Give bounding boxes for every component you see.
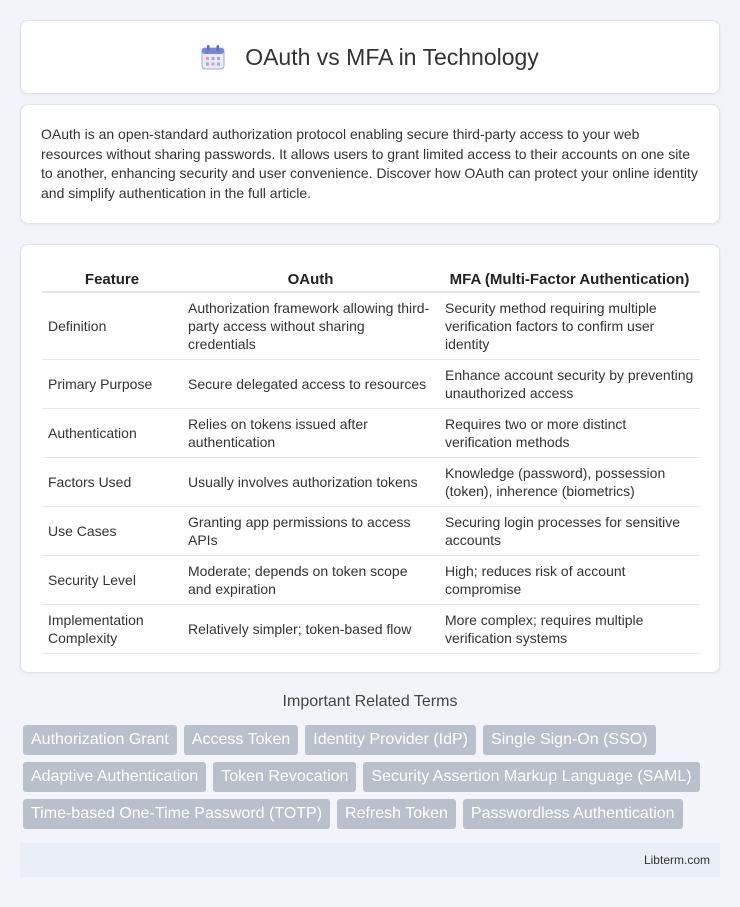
table-cell: Requires two or more distinct verification methods [439, 409, 700, 458]
table-row [42, 605, 700, 654]
table-cell: Use Cases [42, 507, 182, 556]
table-cell: Secure delegated access to resources [182, 360, 439, 409]
footer [20, 843, 720, 877]
calendar-icon [201, 44, 225, 70]
intro-text: OAuth is an open-standard authorization protocol enabling secure third-party access to your web resources without sharing passwords. It allows users to grant limited access to their accounts on one site to another, enhancing security and user convenience. Discover how OAuth can protect your online identity and simplify authentication in the full article. [41, 126, 698, 201]
tag-row [23, 725, 723, 755]
table-header-row [42, 265, 700, 292]
page-title: OAuth vs MFA in Technology [245, 43, 539, 70]
table-row [42, 556, 700, 605]
comparison-table [42, 265, 700, 654]
table-cell: Security Level [42, 556, 182, 605]
column-header-oauth: OAuth [182, 265, 439, 292]
related-term-tag[interactable]: Single Sign-On (SSO) [483, 725, 656, 755]
page-header [20, 20, 720, 94]
related-term-tag[interactable]: Security Assertion Markup Language (SAML) [363, 762, 699, 792]
table-cell: Implementation Complexity [42, 605, 182, 654]
table-row [42, 360, 700, 409]
table-cell: Granting app permissions to access APIs [182, 507, 439, 556]
table-cell: Definition [42, 292, 182, 360]
table-cell: Usually involves authorization tokens [182, 458, 439, 507]
table-row [42, 458, 700, 507]
table-cell: Security method requiring multiple verification factors to confirm user identity [439, 292, 700, 360]
related-term-tag[interactable]: Time-based One-Time Password (TOTP) [23, 799, 330, 829]
related-term-tag[interactable]: Adaptive Authentication [23, 762, 206, 792]
table-row [42, 507, 700, 556]
table-cell: Knowledge (password), possession (token), inherence (biometrics) [439, 458, 700, 507]
related-term-tag[interactable]: Passwordless Authentication [463, 799, 683, 829]
footer-link[interactable]: Libterm.com [643, 853, 710, 867]
table-cell: Securing login processes for sensitive accounts [439, 507, 700, 556]
comparison-card [20, 244, 720, 673]
related-term-tag[interactable]: Identity Provider (IdP) [305, 725, 476, 755]
column-header-mfa: MFA (Multi-Factor Authentication) [439, 265, 700, 292]
table-cell: Authentication [42, 409, 182, 458]
table-cell: Relies on tokens issued after authentication [182, 409, 439, 458]
table-cell: High; reduces risk of account compromise [439, 556, 700, 605]
related-term-tag[interactable]: Access Token [184, 725, 298, 755]
related-term-tag[interactable]: Refresh Token [337, 799, 456, 829]
table-cell: Moderate; depends on token scope and expiration [182, 556, 439, 605]
related-terms-list [23, 725, 723, 836]
tag-row [23, 799, 723, 829]
intro-card [20, 104, 720, 224]
table-cell: Authorization framework allowing third-party access without sharing credentials [182, 292, 439, 360]
table-cell: Primary Purpose [42, 360, 182, 409]
related-term-tag[interactable]: Authorization Grant [23, 725, 177, 755]
related-term-tag[interactable]: Token Revocation [213, 762, 356, 792]
table-cell: More complex; requires multiple verification systems [439, 605, 700, 654]
column-header-feature: Feature [42, 265, 182, 292]
table-cell: Relatively simpler; token-based flow [182, 605, 439, 654]
table-row [42, 292, 700, 360]
table-cell: Enhance account security by preventing unauthorized access [439, 360, 700, 409]
table-cell: Factors Used [42, 458, 182, 507]
tag-row [23, 762, 723, 792]
related-terms-title: Important Related Terms [282, 693, 458, 710]
table-row [42, 409, 700, 458]
